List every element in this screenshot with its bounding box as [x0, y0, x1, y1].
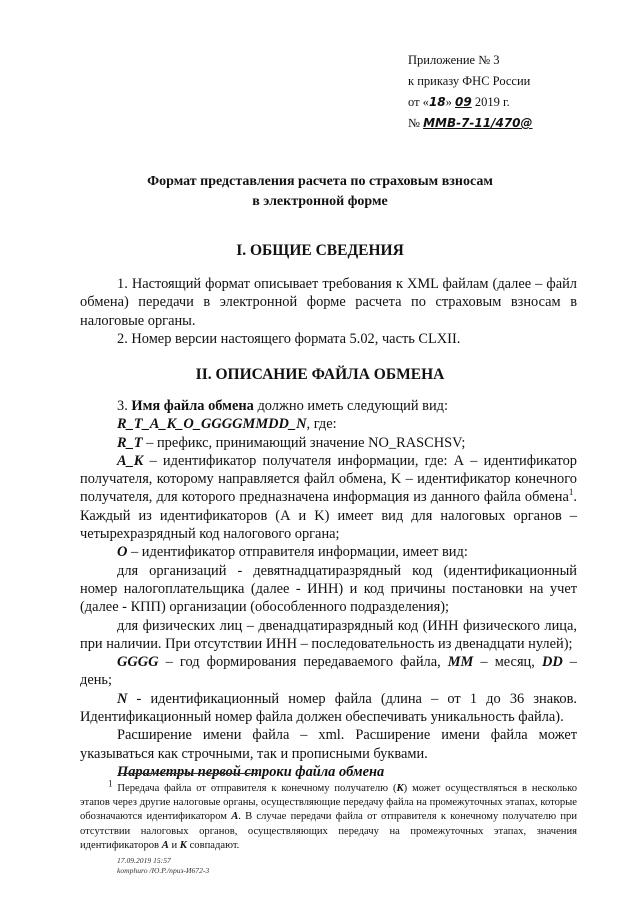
handwritten-number: ММВ-7-11/470@	[423, 116, 533, 130]
appendix-number: № ММВ-7-11/470@	[408, 116, 533, 130]
org-definition: для организаций - девятнадцатиразрядный код (идентификационный номер налогоплательщика (далее - ИНН) и код причины постановки на учет (далее - КПП) организации (обособленного подразделения);	[80, 562, 577, 616]
paragraph-1: 1. Настоящий формат описывает требования к XML файлам (далее – файл обмена) передачи в электронной форме расчета по страховым взносам в налоговые органы.	[80, 276, 577, 329]
handwritten-day: 18	[428, 95, 446, 109]
o-definition: О – идентификатор отправителя информации, имеет вид:	[117, 544, 468, 561]
appendix-order: к приказу ФНС России	[408, 74, 531, 88]
print-stamp: 17.09.2019 15:57 komphuro /Ю.Р./приз-И672-3	[117, 856, 210, 875]
footnote-ref: 1	[568, 487, 574, 498]
paragraph-2: 2. Номер версии настоящего формата 5.02, часть CLXII.	[117, 330, 461, 347]
section-2-heading: II. ОПИСАНИЕ ФАЙЛА ОБМЕНА	[195, 366, 445, 383]
appendix-title: Приложение № 3	[408, 53, 500, 67]
file-name-pattern: R_T_A_K_O_GGGGMMDD_N, где:	[117, 416, 337, 433]
document-title: Формат представления расчета по страховым взносам в электронной форме	[147, 174, 493, 209]
rt-definition: R_T – префикс, принимающий значение NO_RASCHSV;	[117, 434, 466, 451]
extension-definition: Расширение имени файла – xml. Расширение имени файла может указываться как строчными, так и прописными буквами.	[80, 727, 577, 762]
ak-definition: A_K – идентификатор получателя информации, где: А – идентификатор получателя, которому направляется файл обмена, K – идентификатор конечного получателя, для которого предназначена информация из данного файла обмена$^1$. Каждый из идентификаторов (А и K) имеет вид для налоговых органов – четырехразрядный код налогового органа;	[80, 452, 577, 543]
paragraph-3: 3. Имя файла обмена должно иметь следующий вид:	[117, 398, 448, 414]
n-definition: N - идентификационный номер файла (длина – от 1 до 36 знаков. Идентификационный номер файла должен обеспечивать уникальность файла).	[80, 690, 577, 726]
footnote: $^1$ Передача файла от отправителя к конечному получателю (К) может осуществляться в несколько этапов через другие налоговые органы, осуществляющие передачу файла на промежуточных этапах, которые обозначаются идентификатором А. В случае передачи файла от отправителя к конечному получателю при отсутствии налоговых органов, осуществляющих передачу на промежуточных этапах, значения идентификаторов А и К совпадают.	[80, 778, 577, 851]
section-1-heading: I. ОБЩИЕ СВЕДЕНИЯ	[236, 242, 404, 259]
params-heading: Параметры первой строки файла обмена	[117, 763, 385, 780]
footnote-divider	[118, 773, 258, 774]
individual-definition: для физических лиц – двенадцатиразрядный код (ИНН физического лица, при наличии. При отсутствии ИНН – последовательность из двенадцати нулей);	[80, 617, 577, 652]
handwritten-month: 09	[455, 95, 472, 109]
appendix-block	[408, 50, 533, 134]
appendix-date: от «18» 09 2019 г.	[408, 95, 510, 109]
section-1-body	[80, 275, 577, 348]
section-2-body	[80, 397, 577, 781]
date-definition: GGGG – год формирования передаваемого файла, MM – месяц, DD – день;	[80, 654, 578, 689]
